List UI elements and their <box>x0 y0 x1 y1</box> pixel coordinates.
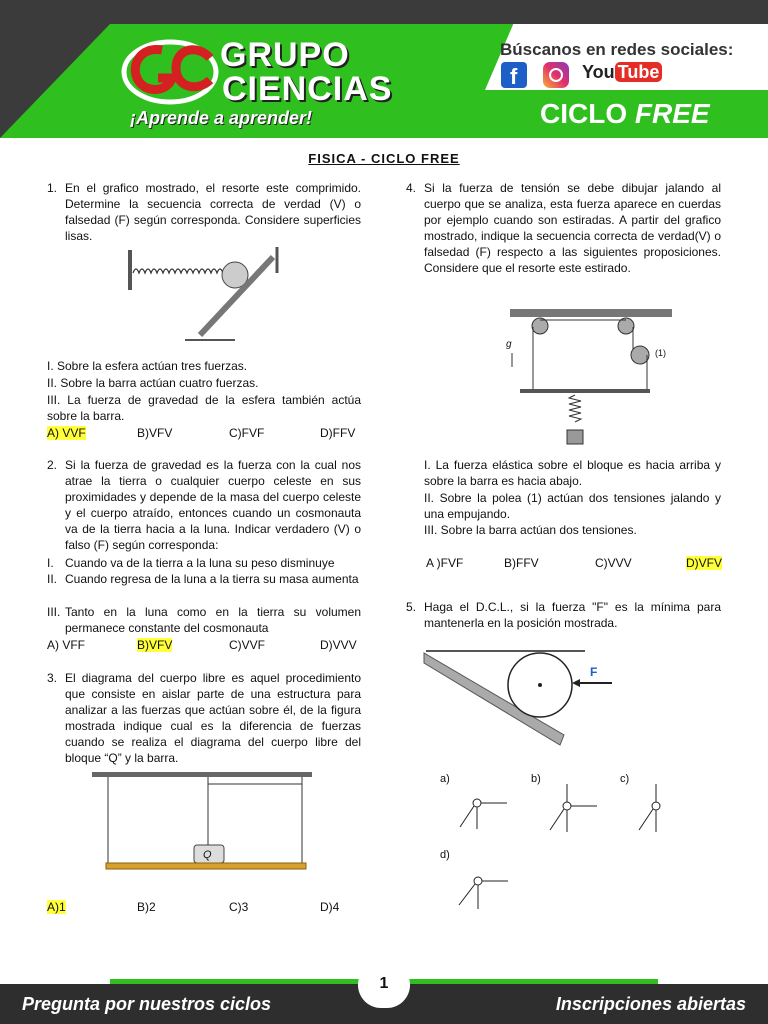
q2-s1-num: I. <box>47 556 54 570</box>
q3-option-a: A)1 <box>47 900 66 914</box>
q4-text: Si la fuerza de tensión se debe dibujar jalando al cuerpo que se analiza, esta fuerza aparece en cuerdas por ejemplo cuando son estiradas. A partir del grafico mostrado, indique la secuencia correcta de verdad(V) o falsedad (F) respecto a las siguientes proposiciones. Considere que el resorte este estirado. <box>424 181 721 275</box>
q1-number: 1. <box>47 181 58 195</box>
social-title: Búscanos en redes sociales: <box>500 40 734 59</box>
q3-block-label: Q <box>203 849 212 861</box>
q5-choice-a-label: a) <box>440 773 450 785</box>
q1-spring-sphere-figure <box>125 245 285 345</box>
q5-text: Haga el D.C.L., si la fuerza "F" es la mínima para mantenerla en la posición mostrada. <box>424 600 721 630</box>
q3-number: 3. <box>47 671 58 685</box>
q1-option-a: A) VVF <box>47 426 86 440</box>
q5-sphere-wedge-figure <box>420 645 620 750</box>
instagram-icon[interactable] <box>543 62 569 88</box>
q5-choice-b-diagram <box>543 782 603 837</box>
q2-s2-num: II. <box>47 572 58 586</box>
q4-pulley-figure <box>500 305 680 450</box>
page-number: 1 <box>358 962 410 1008</box>
slogan: ¡Aprende a aprender! <box>130 108 313 128</box>
q4-gravity-label: g <box>506 339 512 350</box>
ciclo-free-label: CICLO FREE <box>540 98 710 129</box>
q1-statement-2: II. Sobre la barra actúan cuatro fuerzas. <box>47 376 259 390</box>
q2-option-a: A) VFF <box>47 638 85 652</box>
q5-choice-b-label: b) <box>531 773 541 785</box>
q2-statement-2: Cuando regresa de la luna a la tierra su masa aumenta <box>65 572 359 586</box>
q3-option-b: B)2 <box>137 900 156 914</box>
q4-statement-3: III. Sobre la barra actúan dos tensiones. <box>424 523 637 537</box>
q1-option-c: C)FVF <box>229 426 265 440</box>
gc-logo-icon <box>120 36 220 106</box>
q5-choice-c-label: c) <box>620 773 630 785</box>
q1-option-b: B)VFV <box>137 426 173 440</box>
q2-option-b: B)VFV <box>137 638 173 652</box>
q4-pulley-label: (1) <box>655 348 666 358</box>
brand-line-1: GRUPO <box>220 36 350 74</box>
youtube-icon[interactable]: You Tube <box>582 62 662 88</box>
q3-option-c: C)3 <box>229 900 249 914</box>
q4-number: 4. <box>406 181 417 195</box>
q5-number: 5. <box>406 600 417 614</box>
q2-number: 2. <box>47 458 58 472</box>
q5-choice-d-label: d) <box>440 849 450 861</box>
q5-choice-a-diagram <box>455 785 515 835</box>
q2-statement-3: Tanto en la luna como en la tierra su volumen permanece constante del cosmonauta <box>65 605 361 635</box>
q2-option-c: C)VVF <box>229 638 265 652</box>
q3-text: El diagrama del cuerpo libre es aquel procedimiento que consiste en aislar parte de una estructura para analizar a las fuerzas que actúan sobre él, de la figura mostrada indique cual es la diferencia de fuerzas cuando se realiza el diagrama del cuerpo libre del bloque “Q” y la barra. <box>65 671 361 765</box>
q4-option-d: D)VFV <box>686 556 722 570</box>
footer-left-text: Pregunta por nuestros ciclos <box>22 994 272 1014</box>
q1-statement-1: I. Sobre la esfera actúan tres fuerzas. <box>47 359 248 373</box>
q4-option-c: C)VVV <box>595 556 632 570</box>
q2-s3-num: III. <box>47 605 61 619</box>
q1-option-d: D)FFV <box>320 426 356 440</box>
header-top-bar <box>0 0 768 24</box>
q5-force-label: F <box>590 665 598 679</box>
q4-option-a: A )FVF <box>426 556 464 570</box>
q4-statement-1: I. La fuerza elástica sobre el bloque es hacia arriba y sobre la barra es hacia abajo. <box>424 458 721 488</box>
q5-choice-c-diagram <box>630 782 690 837</box>
footer-right-text: Inscripciones abiertas <box>555 994 746 1014</box>
page-title: FISICA - CICLO FREE <box>308 151 460 166</box>
q2-text: Si la fuerza de gravedad es la fuerza con la cual nos atrae la tierra o cualquier cuerpo celeste en sus proximidades y depende de la masa del cuerpo celeste y el cuerpo atraído, entonces cuando un cosmonauta va de la tierra hacia a la luna. Indicar verdadero (V) o falso (F) según corresponda: <box>65 458 361 552</box>
q2-option-d: D)VVV <box>320 638 357 652</box>
brand-line-2: CIENCIAS <box>222 70 393 108</box>
q5-choice-d-diagram <box>452 865 512 915</box>
q1-text: En el grafico mostrado, el resorte este comprimido. Determine la secuencia correcta de verdad (V) o falsedad (F) según corresponda. Considere superficies lisas. <box>65 181 361 243</box>
q2-statement-1: Cuando va de la tierra a la luna su peso disminuye <box>65 556 335 570</box>
q4-option-b: B)FFV <box>504 556 539 570</box>
facebook-icon[interactable]: f <box>501 62 527 88</box>
q1-statement-3: III. La fuerza de gravedad de la esfera también actúa sobre la barra. <box>47 393 361 423</box>
q3-option-d: D)4 <box>320 900 340 914</box>
q4-statement-2: II. Sobre la polea (1) actúan dos tensiones jalando y una empujando. <box>424 491 721 521</box>
